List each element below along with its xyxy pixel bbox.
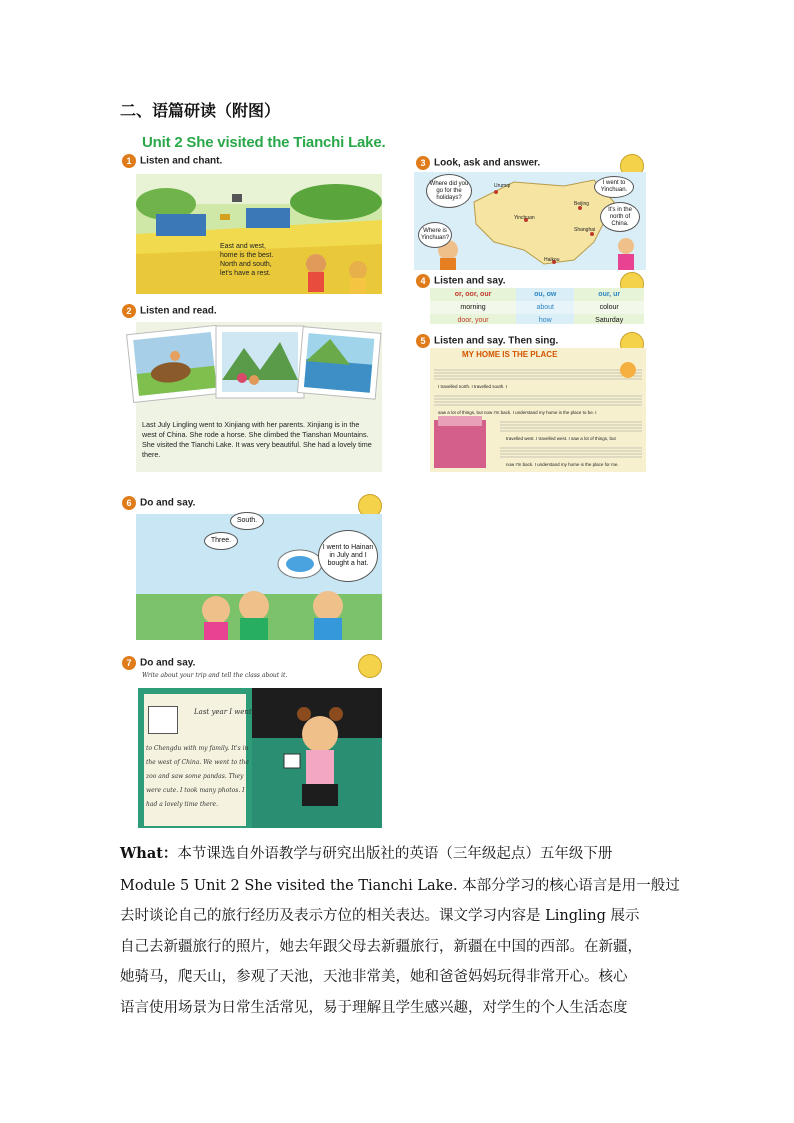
speech-bubble: Where is Yinchuan? bbox=[418, 222, 452, 248]
activity-2-header bbox=[122, 304, 217, 318]
activity-title: Listen and chant. bbox=[140, 155, 223, 167]
unit-title: Unit 2 She visited the Tianchi Lake. bbox=[142, 134, 386, 151]
lyric-line: I travelled north. I travelled south. I bbox=[438, 384, 508, 389]
speech-bubble: It's in the north of China. bbox=[600, 202, 640, 232]
activity-title: Listen and read. bbox=[140, 305, 217, 317]
speech-bubble: South. bbox=[230, 512, 264, 530]
activity-title: Do and say. bbox=[140, 657, 196, 669]
map-label: Urumqi bbox=[494, 183, 511, 189]
table-row bbox=[430, 314, 644, 324]
table-row bbox=[430, 288, 644, 301]
song-title: MY HOME IS THE PLACE bbox=[462, 350, 558, 359]
activity-number: 6 bbox=[122, 496, 136, 510]
activity-7-panel bbox=[120, 650, 382, 828]
chant-line: let's have a rest. bbox=[220, 270, 271, 277]
activity-7-header bbox=[122, 656, 195, 670]
paragraph-label: What： bbox=[120, 845, 178, 862]
activity-3-header bbox=[416, 156, 540, 170]
girl-illustration bbox=[252, 688, 382, 828]
activity-6-panel bbox=[120, 494, 382, 640]
table-header-cell: our, ur bbox=[574, 288, 644, 301]
paragraph-line: 去时谈论自己的旅行经历及表示方位的相关表达。课文学习内容是 Lingling 展示 bbox=[120, 908, 640, 924]
activity-5-header bbox=[416, 334, 558, 348]
activity-1-header bbox=[122, 154, 222, 168]
speech-bubble: Three. bbox=[204, 532, 238, 550]
note-text bbox=[146, 742, 249, 812]
map-label: Beijing bbox=[574, 201, 590, 207]
activity-number: 1 bbox=[122, 154, 136, 168]
table-row bbox=[430, 301, 644, 314]
activity-number: 7 bbox=[122, 656, 136, 670]
chant-text bbox=[220, 242, 273, 278]
activity-1-panel bbox=[120, 152, 382, 298]
note-line: had a lovely time there. bbox=[146, 801, 218, 808]
activity-number: 5 bbox=[416, 334, 430, 348]
activity-4-panel bbox=[414, 272, 646, 324]
lyric-line: saw a lot of things, but now I'm back. I understand my home is the place to be. I bbox=[438, 410, 597, 415]
activity-number: 4 bbox=[416, 274, 430, 288]
panda-photo bbox=[148, 706, 178, 734]
table-header-cell: ou, ow bbox=[516, 288, 574, 301]
paragraph-line: 自己去新疆旅行的照片，她去年跟父母去新疆旅行，新疆在中国的西部。在新疆， bbox=[120, 939, 642, 955]
speech-bubble: I went to Yinchuan. bbox=[594, 176, 634, 198]
note-line: zoo and saw some pandas. They bbox=[146, 773, 244, 780]
activity-title: Look, ask and answer. bbox=[434, 157, 541, 169]
activity-number: 2 bbox=[122, 304, 136, 318]
speech-bubble: I went to Hainan in July and I bought a hat. bbox=[318, 530, 378, 582]
note-line: to Chengdu with my family. It's in bbox=[146, 745, 249, 752]
sound-table bbox=[430, 288, 644, 324]
activity-instruction: Write about your trip and tell the class about it. bbox=[142, 672, 288, 679]
activity-2-panel bbox=[120, 302, 382, 472]
activity-4-header bbox=[416, 274, 506, 288]
activity-number: 3 bbox=[416, 156, 430, 170]
paragraph-line: 她骑马，爬天山，参观了天池，天池非常美，她和爸爸妈妈玩得非常开心。核心 bbox=[120, 969, 628, 985]
paragraph-line: 语言使用场景为日常生活常见，易于理解且学生感兴趣，对学生的个人生活态度 bbox=[120, 1000, 628, 1016]
activity-3-panel bbox=[414, 152, 646, 270]
table-cell: morning bbox=[430, 301, 516, 314]
lyric-line: travelled west. I travelled west. I saw a lot of things, but bbox=[506, 436, 616, 441]
i-can-do-this-badge bbox=[358, 654, 382, 678]
chant-line: home is the best. bbox=[220, 252, 274, 259]
map-label: Yinchuan bbox=[514, 215, 535, 221]
photo-collage bbox=[124, 320, 382, 412]
activity-6-header bbox=[122, 496, 195, 510]
map-label: Shanghai bbox=[574, 227, 596, 233]
chant-line: North and south, bbox=[220, 261, 272, 268]
table-cell: about bbox=[516, 301, 574, 314]
lyric-line: now I'm back. I understand my home is the place for me. bbox=[506, 462, 619, 467]
note-line: the west of China. We went to the bbox=[146, 759, 249, 766]
table-cell: how bbox=[516, 314, 574, 324]
table-cell: door, your bbox=[430, 314, 516, 324]
activity-title: Listen and say. bbox=[434, 275, 506, 287]
activity-title: Listen and say. Then sing. bbox=[434, 335, 559, 347]
chant-line: East and west, bbox=[220, 243, 266, 250]
activity-5-panel bbox=[414, 330, 646, 472]
note-line: Last year I went bbox=[194, 708, 252, 716]
table-cell: colour bbox=[574, 301, 644, 314]
paragraph-text: 本节课选自外语教学与研究出版社的英语（三年级起点）五年级下册 bbox=[177, 846, 613, 862]
paragraph-line bbox=[120, 842, 680, 863]
speech-bubble: Where did you go for the holidays? bbox=[426, 174, 472, 208]
section-title: 二、语篇研读（附图） bbox=[120, 101, 281, 120]
paragraph-line: Module 5 Unit 2 She visited the Tianchi Lake. 本部分学习的核心语言是用一般过 bbox=[120, 878, 680, 894]
activity-title: Do and say. bbox=[140, 497, 196, 509]
map-label: Haikou bbox=[544, 257, 560, 263]
table-cell: Saturday bbox=[574, 314, 644, 324]
reading-text: Last July Lingling went to Xinjiang with her parents. Xinjiang is in the west of China. She rode a horse. She climbed the Tianshan Mountains. She visited the Tianchi Lake. It was very beautiful. She had a lovely time there. bbox=[142, 420, 372, 459]
table-header-cell: or, oor, our bbox=[430, 288, 516, 301]
note-line: were cute. I took many photos. I bbox=[146, 787, 245, 794]
